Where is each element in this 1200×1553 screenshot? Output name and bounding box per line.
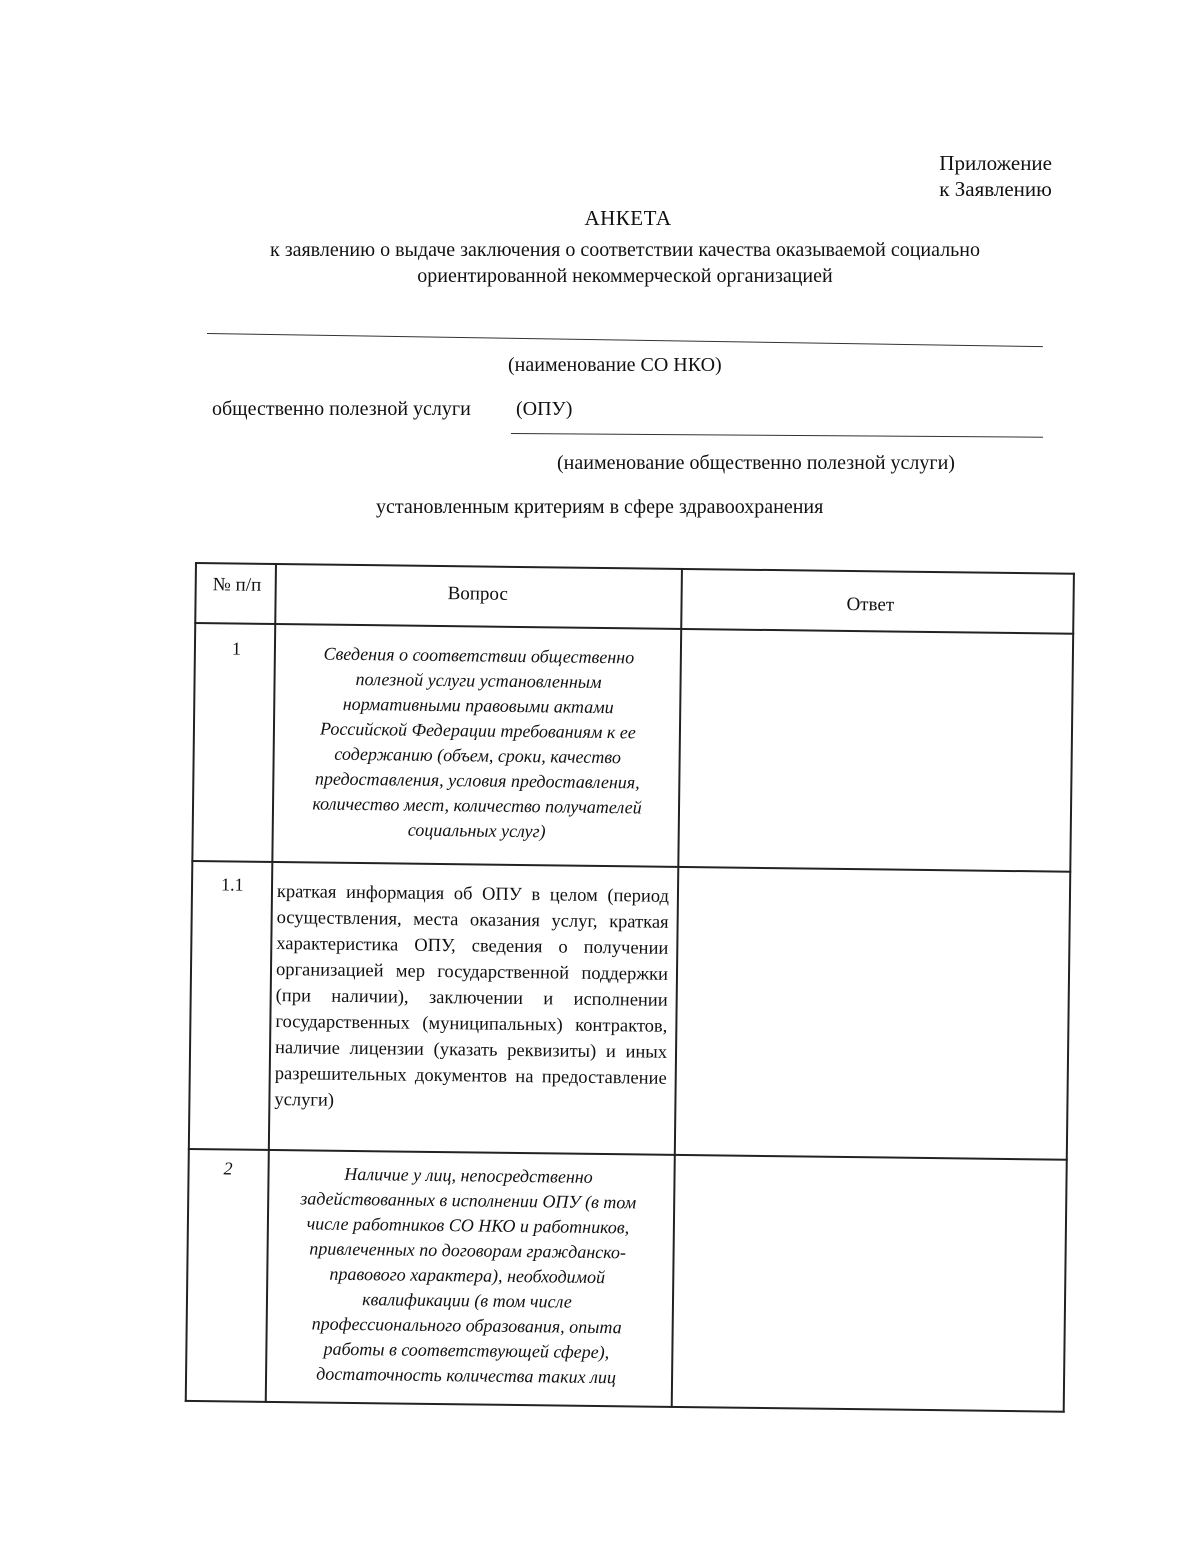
criteria-line: установленным критериям в сфере здравоохранения bbox=[376, 496, 824, 518]
table-border-left bbox=[185, 562, 197, 1402]
row-question bbox=[271, 1161, 664, 1391]
table-border-bottom bbox=[185, 1400, 1065, 1412]
table-header-divider bbox=[194, 622, 1074, 634]
subtitle-line-1: к заявлению о выдаче заключения о соответствии качества оказываемой социально bbox=[269, 239, 980, 261]
appendix-label bbox=[939, 150, 1052, 202]
question-line: содержанию (объем, сроки, качество bbox=[334, 743, 622, 768]
service-name-caption: (наименование общественно полезной услуги) bbox=[557, 452, 955, 474]
question-line: социальных услуг) bbox=[407, 819, 546, 842]
question-line: полезной услуги установленным bbox=[355, 668, 602, 692]
question-line: привлеченных по договорам гражданско- bbox=[309, 1238, 627, 1263]
question-line: правового характера), необходимой bbox=[329, 1263, 606, 1288]
service-abbreviation: (ОПУ) bbox=[516, 398, 573, 420]
header-question: Вопрос bbox=[447, 583, 509, 605]
question-line: задействованных в исполнении ОПУ (в том bbox=[300, 1188, 637, 1213]
row-number: 1.1 bbox=[220, 874, 244, 895]
question-line: числе работников СО НКО и работников, bbox=[306, 1213, 630, 1238]
document-title: АНКЕТА bbox=[584, 206, 672, 230]
question-line: количество мест, количество получателей bbox=[312, 793, 642, 818]
document-subtitle bbox=[180, 237, 1070, 289]
question-line: Сведения о соответствии общественно bbox=[323, 643, 635, 668]
org-name-underline bbox=[207, 333, 1043, 347]
header-answer: Ответ bbox=[846, 593, 895, 616]
questionnaire-table bbox=[184, 562, 1074, 1433]
service-name-underline bbox=[511, 433, 1043, 438]
table-border-right bbox=[1063, 573, 1075, 1413]
question-line: квалификации (в том числе bbox=[362, 1289, 572, 1312]
question-line: Российской Федерации требованиям к ее bbox=[319, 718, 636, 743]
row-question bbox=[282, 641, 674, 846]
row-answer[interactable] bbox=[694, 648, 1054, 652]
row-number: 1 bbox=[231, 638, 242, 659]
question-line: Наличие у лиц, непосредственно bbox=[344, 1163, 593, 1187]
service-label: общественно полезной услуги bbox=[212, 398, 471, 420]
row-question: краткая информация об ОПУ в целом (период осуществления, места оказания услуг, краткая характеристика ОПУ, сведения о получении организацией мер государственной поддержки (при наличии), заключении и исполнении государственных (муниципальных) контрактов, наличие лицензии (указать реквизиты) и иных разрешительных документов на предоставление услуги) bbox=[274, 882, 670, 1111]
question-line: нормативными правовыми актами bbox=[342, 693, 614, 718]
row-number: 2 bbox=[223, 1158, 233, 1179]
row-answer[interactable] bbox=[688, 1168, 1048, 1172]
question-line: профессионального образования, опыта bbox=[311, 1313, 622, 1338]
table-border-top bbox=[195, 562, 1075, 574]
org-name-caption: (наименование СО НКО) bbox=[508, 354, 722, 376]
table-row-divider-1 bbox=[191, 860, 1071, 872]
question-line: достаточность количества таких лиц bbox=[316, 1363, 617, 1388]
appendix-line-2: к Заявлению bbox=[939, 177, 1052, 201]
question-line: предоставления, условия предоставления, bbox=[314, 768, 640, 793]
subtitle-line-2: ориентированной некоммерческой организацией bbox=[417, 265, 833, 287]
row-answer[interactable] bbox=[691, 886, 1051, 890]
question-line: работы в соответствующей сфере), bbox=[323, 1338, 610, 1363]
header-number: № п/п bbox=[212, 574, 262, 596]
table-row-divider-2 bbox=[188, 1148, 1068, 1160]
appendix-line-1: Приложение bbox=[939, 151, 1052, 175]
